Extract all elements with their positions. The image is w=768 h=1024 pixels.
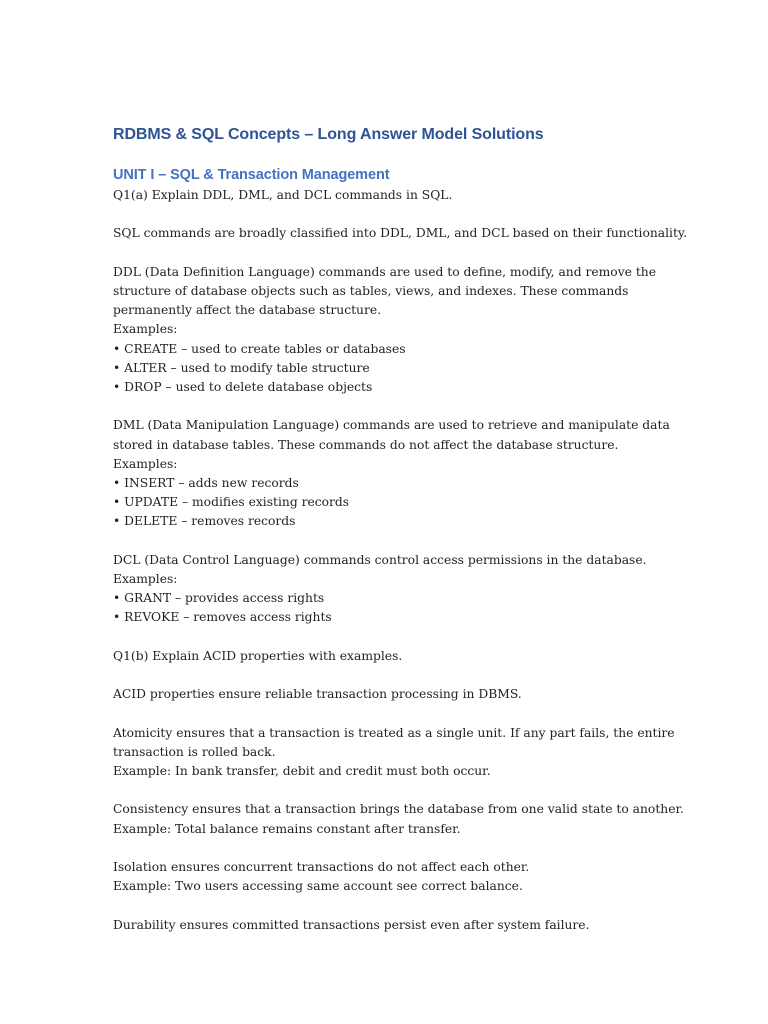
paragraph-line: DCL (Data Control Language) commands control access permissions in the database. <box>113 552 647 567</box>
paragraph-line: Consistency ensures that a transaction brings the database from one valid state to another. <box>113 802 684 817</box>
bullet-item: • DROP – used to delete database objects <box>113 380 373 394</box>
paragraph-line: stored in database tables. These commands do not affect the database structure. <box>113 437 619 452</box>
blank-line <box>113 205 673 224</box>
examples-label: Examples: <box>113 572 178 586</box>
blank-line <box>113 839 673 858</box>
paragraph-line: Atomicity ensures that a transaction is treated as a single unit. If any part fails, the entire <box>113 725 675 740</box>
bullet-item: • CREATE – used to create tables or databases <box>113 341 406 356</box>
document-body <box>113 122 688 935</box>
blank-line <box>113 666 673 685</box>
example-line: Example: Total balance remains constant after transfer. <box>113 821 461 836</box>
blank-line <box>113 896 673 915</box>
blank-line <box>113 397 673 416</box>
body-text <box>113 186 688 935</box>
document-title: RDBMS & SQL Concepts – Long Answer Model Solutions <box>113 126 544 143</box>
blank-line <box>113 244 673 263</box>
examples-label: Examples: <box>113 322 178 337</box>
paragraph-line: Isolation ensures concurrent transactions do not affect each other. <box>113 859 530 874</box>
question-q1b: Q1(b) Explain ACID properties with examples. <box>113 648 403 663</box>
blank-line <box>113 628 673 647</box>
examples-label: Examples: <box>113 456 178 471</box>
bullet-item: • DELETE – removes records <box>113 514 296 529</box>
example-line: Example: In bank transfer, debit and credit must both occur. <box>113 763 491 778</box>
paragraph-line: transaction is rolled back. <box>113 744 276 759</box>
blank-line <box>113 704 673 723</box>
paragraph-line: permanently affect the database structure. <box>113 303 382 318</box>
bullet-item: • GRANT – provides access rights <box>113 591 325 606</box>
bullet-item: • REVOKE – removes access rights <box>113 610 332 625</box>
bullet-item: • UPDATE – modifies existing records <box>113 495 350 510</box>
question-q1a: Q1(a) Explain DDL, DML, and DCL commands in SQL. <box>113 188 453 202</box>
unit-heading: UNIT I – SQL & Transaction Management <box>113 167 390 183</box>
blank-line <box>113 532 673 551</box>
paragraph-line: Durability ensures committed transactions persist even after system failure. <box>113 917 590 932</box>
bullet-item: • INSERT – adds new records <box>113 476 299 490</box>
paragraph-line: ACID properties ensure reliable transaction processing in DBMS. <box>113 687 522 702</box>
example-line: Example: Two users accessing same account see correct balance. <box>113 879 523 894</box>
paragraph-line: structure of database objects such as tables, views, and indexes. These commands <box>113 283 629 298</box>
blank-line <box>113 781 673 800</box>
bullet-item: • ALTER – used to modify table structure <box>113 360 370 375</box>
paragraph-line: SQL commands are broadly classified into DDL, DML, and DCL based on their functionality. <box>113 226 688 241</box>
paragraph-line: DML (Data Manipulation Language) commands are used to retrieve and manipulate data <box>113 418 670 433</box>
paragraph-line: DDL (Data Definition Language) commands are used to define, modify, and remove the <box>113 264 656 279</box>
